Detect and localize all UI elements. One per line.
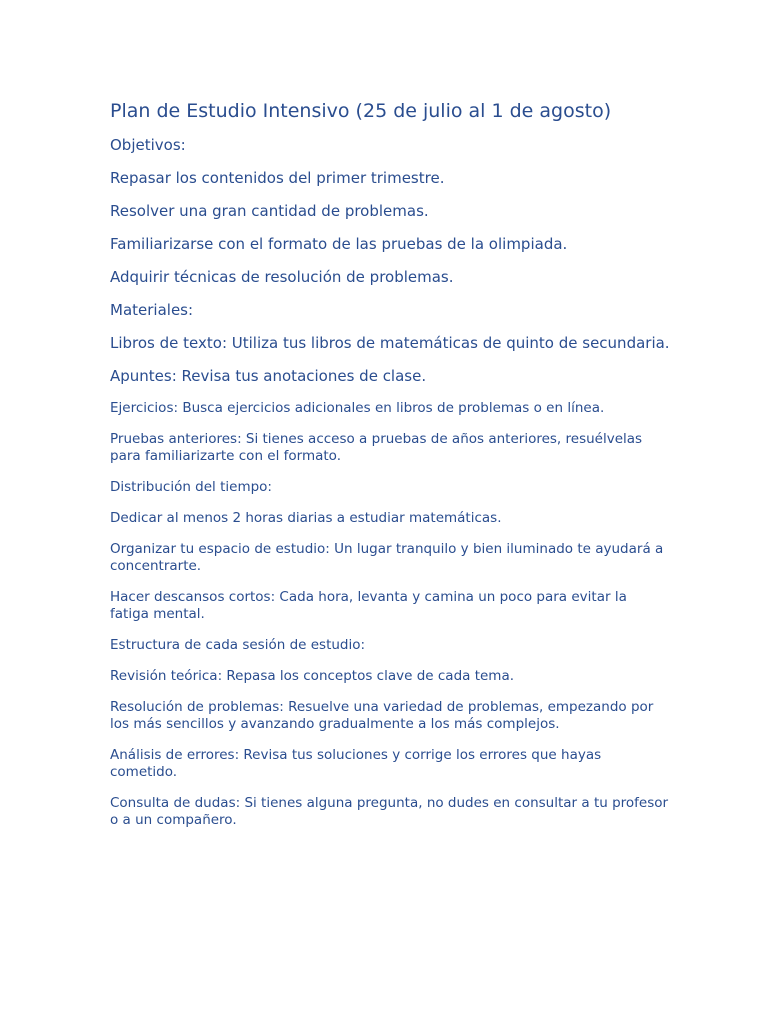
session-item: Análisis de errores: Revisa tus soluciones y corrige los errores que hayas cometido. <box>110 747 602 780</box>
material-item: Pruebas anteriores: Si tienes acceso a pruebas de años anteriores, resuélvelas para familiarizarte con el formato. <box>110 431 643 464</box>
objective-item: Adquirir técnicas de resolución de problemas. <box>110 268 454 286</box>
session-item: Resolución de problemas: Resuelve una variedad de problemas, empezando por los más sencillos y avanzando gradualmente a los más complejos. <box>110 699 654 732</box>
session-item: Revisión teórica: Repasa los conceptos clave de cada tema. <box>110 668 515 684</box>
time-item: Dedicar al menos 2 horas diarias a estudiar matemáticas. <box>110 510 502 526</box>
heading-distribucion: Distribución del tiempo: <box>110 479 272 495</box>
heading-estructura: Estructura de cada sesión de estudio: <box>110 637 366 653</box>
session-item: Consulta de dudas: Si tienes alguna pregunta, no dudes en consultar a tu profesor o a un compañero. <box>110 795 669 828</box>
time-item: Hacer descansos cortos: Cada hora, levanta y camina un poco para evitar la fatiga mental. <box>110 589 627 622</box>
material-item: Libros de texto: Utiliza tus libros de matemáticas de quinto de secundaria. <box>110 334 670 352</box>
heading-materiales: Materiales: <box>110 301 194 319</box>
material-item: Ejercicios: Busca ejercicios adicionales en libros de problemas o en línea. <box>110 400 605 416</box>
document-title: Plan de Estudio Intensivo (25 de julio al 1 de agosto) <box>110 100 612 122</box>
document-page <box>110 98 670 843</box>
objective-item: Resolver una gran cantidad de problemas. <box>110 202 429 220</box>
time-item: Organizar tu espacio de estudio: Un lugar tranquilo y bien iluminado te ayudará a concentrarte. <box>110 541 664 574</box>
material-item: Apuntes: Revisa tus anotaciones de clase. <box>110 367 427 385</box>
heading-objetivos: Objetivos: <box>110 136 186 154</box>
objective-item: Familiarizarse con el formato de las pruebas de la olimpiada. <box>110 235 568 253</box>
objective-item: Repasar los contenidos del primer trimestre. <box>110 169 445 187</box>
